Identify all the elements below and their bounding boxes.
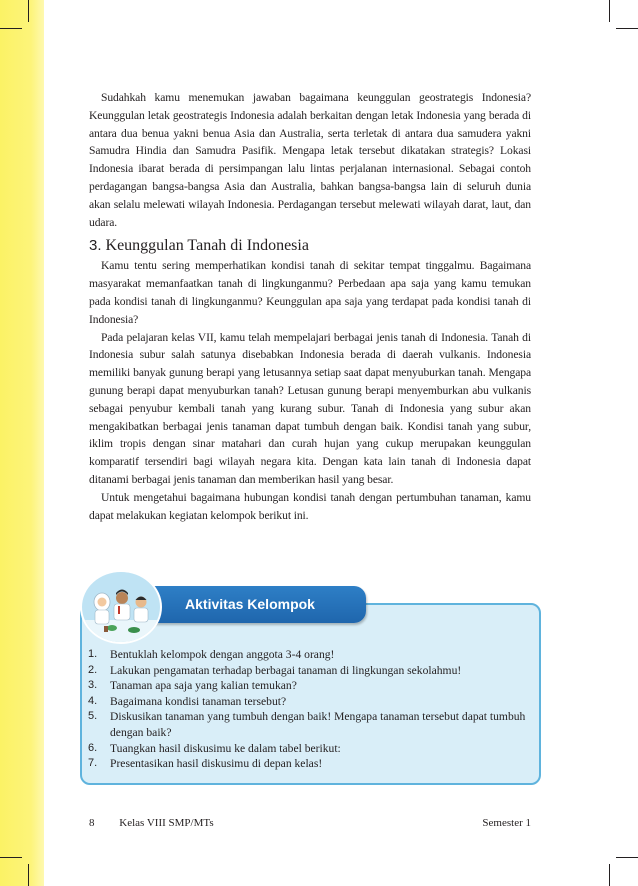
footer-left xyxy=(89,817,214,829)
crop-mark-bl-h xyxy=(0,857,22,858)
list-item: 1. Bentuklah kelompok dengan anggota 3-4 orang! xyxy=(88,648,335,661)
paragraph-1: Kamu tentu sering memperhatikan kondisi tanah di sekitar tempat tinggalmu. Bagaimana masyarakat memanfaatkan tanah di lingkunganmu? Perbedaan apa saja yang kamu temukan pada kondisi tanah di lingkunganmu? Keunggulan apa saja yang terdapat pada kondisi tanah di Indonesia? xyxy=(89,259,531,326)
semester-label: Semester 1 xyxy=(482,817,531,829)
students-icon xyxy=(82,572,160,642)
list-item: 6. Tuangkan hasil diskusimu ke dalam tabel berikut: xyxy=(88,741,341,755)
activity-title: Aktivitas Kelompok xyxy=(185,596,315,612)
students-illustration xyxy=(80,570,162,644)
paragraph-3: Untuk mengetahui bagaimana hubungan kondisi tanah dengan pertumbuhan tanaman, kamu dapat melakukan kegiatan kelompok berikut ini. xyxy=(89,490,531,522)
crop-mark-tr-h xyxy=(616,28,638,29)
paragraph-2: Pada pelajaran kelas VII, kamu telah mempelajari berbagai jenis tanah di Indonesia. Tanah di Indonesia subur salah satunya disebabkan Indonesia berada di daerah vulkanis. Indonesia memiliki banyak gunung berapi yang letusannya setiap saat dapat menyuburkan tanah. Mengapa gunung berapi dapat menyuburkan tanah? Letusan gunung berapi menyemburkan abu vulkanis sebagai penyubur kembali tanah yang kurang subur. Tanah di Indonesia yang subur akan mengakibatkan berbagai jenis tanaman dapat tumbuh dengan baik. Kondisi tanah yang subur, iklim tropis dengan sinar matahari dan curah hujan yang cukup merupakan keunggulan komparatif tersendiri bagi wilayah negara kita. Dengan kata lain tanah di Indonesia dapat ditanami berbagai jenis tanaman dan memberikan hasil yang besar. xyxy=(89,330,531,486)
section-number: 3. xyxy=(89,237,102,255)
intro-paragraph: Sudahkah kamu menemukan jawaban bagaimana keunggulan geostrategis Indonesia? Keunggulan letak geostrategis Indonesia adalah berkaitan dengan letak Indonesia yang berada di antara dua benua yakni benua Asia dan Australia, serta terletak di antara dua samudera yakni Samudra Hindia dan Samudra Pasifik. Mengapa letak tersebut dikatakan strategis? Lokasi Indonesia ibarat berada di persimpangan lalu lintas perjalanan internasional. Sebagai contoh perdagangan bangsa-bangsa Asia dan Australia, bahkan bangsa-bangsa lain di seluruh dunia akan selalu melewati wilayah Indonesia. Perdagangan tersebut melewati wilayah darat, laut, dan udara. xyxy=(89,91,531,229)
main-text xyxy=(89,89,531,524)
crop-mark-tl-v xyxy=(28,0,29,22)
activity-list xyxy=(88,647,528,772)
list-item: 4. Bagaimana kondisi tanaman tersebut? xyxy=(88,694,287,708)
section-title: Keunggulan Tanah di Indonesia xyxy=(105,237,309,255)
list-item: 3. Tanaman apa saja yang kalian temukan? xyxy=(88,679,297,693)
page-footer xyxy=(89,817,531,829)
book-title: Kelas VIII SMP/MTs xyxy=(119,817,214,829)
crop-mark-br-v xyxy=(609,864,610,886)
section-heading xyxy=(89,237,531,255)
list-item: 2. Lakukan pengamatan terhadap berbagai tanaman di lingkungan sekolahmu! xyxy=(88,663,462,677)
list-item: 7. Presentasikan hasil diskusimu di depan kelas! xyxy=(88,757,323,771)
yellow-side-strip xyxy=(0,0,44,886)
crop-mark-br-h xyxy=(616,857,638,858)
crop-mark-bl-v xyxy=(28,864,29,886)
list-item: 5. Diskusikan tanaman yang tumbuh dengan baik! Mengapa tanaman tersebut dapat tumbuh dengan baik? xyxy=(88,710,526,739)
crop-mark-tl-h xyxy=(0,28,22,29)
page-number: 8 xyxy=(89,817,95,829)
crop-mark-tr-v xyxy=(609,0,610,22)
